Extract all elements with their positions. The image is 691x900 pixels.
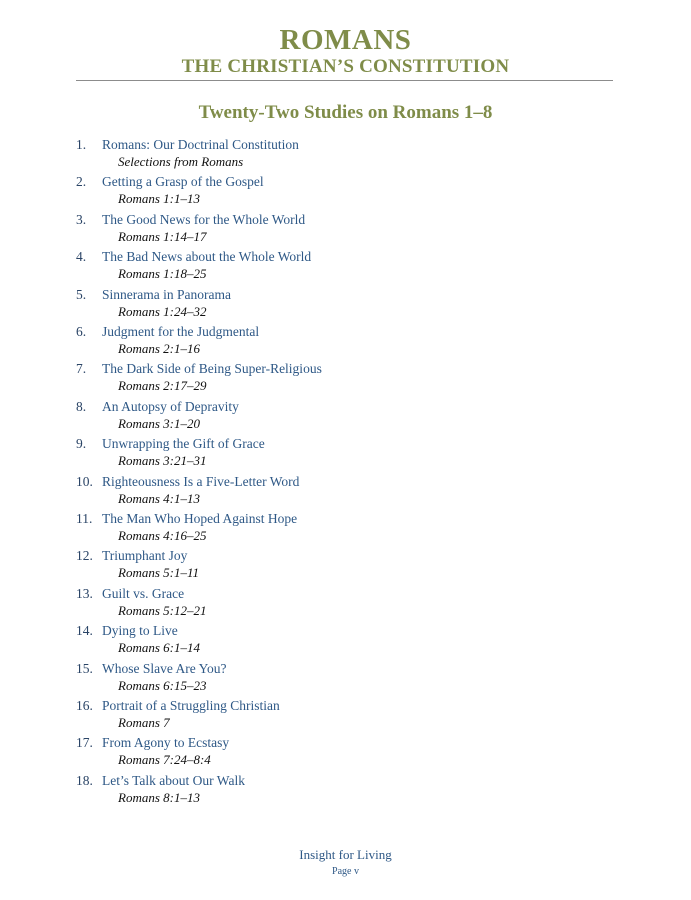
toc-entry-title: Getting a Grasp of the Gospel: [102, 174, 264, 190]
toc-entry-number: 9.: [76, 436, 87, 452]
toc-entry: [0, 248, 691, 284]
toc-entry-title: Dying to Live: [102, 623, 178, 639]
toc-entry-reference: Romans 4:1–13: [118, 490, 200, 506]
toc-entry-number: 5.: [76, 286, 87, 302]
toc-entry-title: Portrait of a Struggling Christian: [102, 698, 280, 713]
toc-entry-title: From Agony to Ecstasy: [102, 735, 230, 751]
toc-entry: [0, 473, 691, 509]
toc-entry-reference: Romans 5:1–11: [118, 565, 200, 581]
toc-entry: [0, 585, 691, 621]
toc-entry-reference: Romans 1:1–13: [118, 191, 200, 207]
toc-entry-number: 8.: [76, 398, 87, 414]
toc-entry: [0, 697, 691, 733]
toc-entry: [0, 660, 691, 696]
toc-entry-reference: Romans 5:12–21: [118, 602, 207, 618]
page-subtitle: THE CHRISTIAN’S CONSTITUTION: [181, 56, 510, 77]
toc-entry-number: 3.: [76, 211, 87, 227]
toc-entry-title: Romans: Our Doctrinal Constitution: [102, 137, 299, 152]
toc-entry: [0, 211, 691, 247]
toc-entry-number: 17.: [76, 735, 93, 751]
toc-entry-title: Judgment for the Judgmental: [102, 324, 260, 339]
toc-entry-title: An Autopsy of Depravity: [102, 398, 239, 414]
toc-entry-reference: Romans 3:21–31: [118, 453, 207, 469]
toc-entry-number: 6.: [76, 324, 87, 339]
toc-entry-title: Guilt vs. Grace: [102, 585, 185, 601]
toc-entry-title: Triumphant Joy: [102, 548, 188, 564]
toc-entry: [0, 360, 691, 396]
section-heading: Twenty-Two Studies on Romans 1–8: [198, 102, 493, 123]
toc-entry-number: 18.: [76, 772, 93, 788]
toc-entry-number: 10.: [76, 473, 93, 489]
toc-entry: [0, 622, 691, 658]
page-title: ROMANS: [279, 24, 412, 56]
toc-entry-title: Let’s Talk about Our Walk: [102, 772, 245, 788]
toc-entry-number: 4.: [76, 249, 87, 265]
toc-entry-reference: Romans 1:24–32: [118, 303, 207, 319]
toc-entry-reference: Romans 4:16–25: [118, 528, 207, 543]
toc-entry: [0, 435, 691, 471]
page-number: Page v: [332, 866, 359, 877]
toc-entry-reference: Romans 2:1–16: [118, 341, 200, 356]
toc-entry-title: The Good News for the Whole World: [102, 211, 306, 227]
toc-entry-title: Unwrapping the Gift of Grace: [102, 436, 265, 452]
toc-entry-title: The Man Who Hoped Against Hope: [102, 511, 298, 526]
toc-entry-title: Sinnerama in Panorama: [102, 286, 231, 302]
toc-entry-number: 15.: [76, 660, 93, 676]
toc-entry: [0, 323, 691, 359]
toc-entry-number: 1.: [76, 137, 87, 152]
toc-entry: [0, 547, 691, 583]
toc-entry-reference: Romans 8:1–13: [118, 789, 200, 805]
toc-entry: [0, 136, 691, 172]
toc-entry-title: Whose Slave Are You?: [102, 660, 227, 676]
toc-entry-number: 12.: [76, 548, 93, 564]
footer-publisher: Insight for Living: [299, 847, 392, 862]
toc-entry: [0, 398, 691, 434]
toc-entry-title: The Dark Side of Being Super-Religious: [102, 361, 322, 377]
toc-entry-number: 13.: [76, 585, 93, 601]
toc-entry-reference: Selections from Romans: [118, 154, 244, 169]
toc-entry-reference: Romans 2:17–29: [118, 378, 207, 394]
toc-entry-reference: Romans 6:1–14: [118, 640, 200, 656]
toc-entry-number: 7.: [76, 361, 87, 377]
toc-entry-title: Righteousness Is a Five-Letter Word: [102, 473, 300, 489]
toc-entry: [0, 772, 691, 808]
toc-entry-number: 14.: [76, 623, 93, 639]
toc-entry-reference: Romans 7: [118, 715, 170, 730]
toc-entry: [0, 734, 691, 770]
toc-entry: [0, 510, 691, 546]
header-divider: [76, 80, 613, 81]
toc-entry-reference: Romans 6:15–23: [118, 677, 207, 693]
toc-entry-reference: Romans 7:24–8:4: [118, 752, 211, 768]
toc-entry: [0, 286, 691, 322]
toc-entry-reference: Romans 3:1–20: [118, 415, 200, 431]
toc-entry-number: 2.: [76, 174, 87, 190]
toc-entry-title: The Bad News about the Whole World: [102, 249, 312, 265]
toc-entry-reference: Romans 1:14–17: [118, 228, 207, 244]
toc-entry-number: 16.: [76, 698, 93, 713]
toc-entry-reference: Romans 1:18–25: [118, 266, 207, 282]
toc-entry-number: 11.: [76, 511, 93, 526]
toc-entry: [0, 173, 691, 209]
